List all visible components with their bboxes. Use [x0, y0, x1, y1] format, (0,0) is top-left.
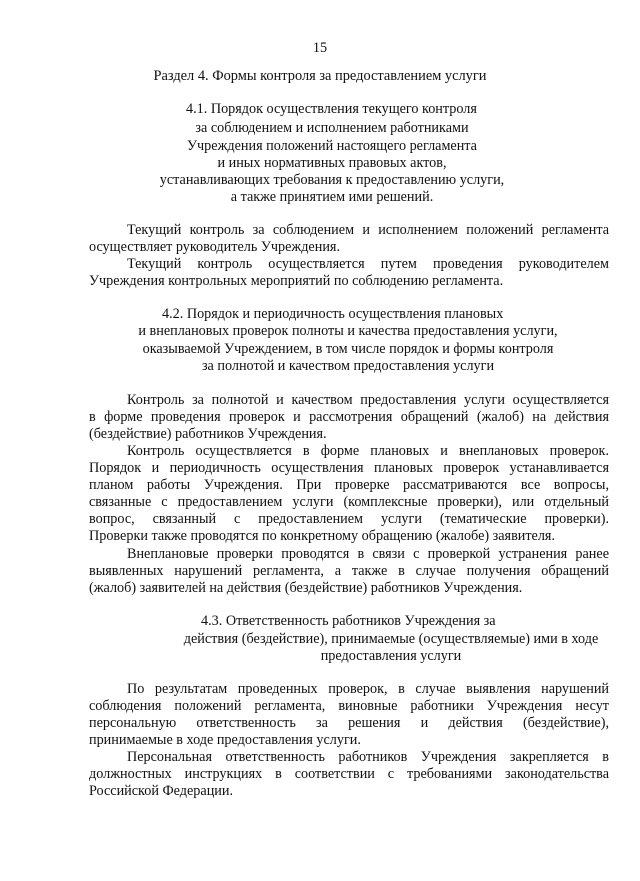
subsection-4-3-body-line: соблюдения положений регламента, виновные работники Учреждения несут	[89, 698, 609, 714]
subsection-4-1-heading-line: устанавливающих требования к предоставлению услуги,	[159, 172, 505, 188]
subsection-4-2-body-line: Внеплановые проверки проводятся в связи с проверкой устранения ранее	[127, 546, 609, 562]
subsection-4-3-body-line: персональную ответственность за решения и действия (бездействие),	[89, 715, 609, 731]
subsection-4-2-heading-line: за полнотой и качеством предоставления услуги	[201, 358, 495, 374]
subsection-4-2-body-line: Проверки также проводятся по конкретному обращению (жалобе) заявителя.	[89, 528, 556, 544]
subsection-4-2-body-line: вопрос, связанный с предоставлением услуги (тематические проверки).	[89, 511, 609, 527]
subsection-4-2-heading-line: оказываемой Учреждением, в том числе порядок и формы контроля	[142, 341, 554, 357]
subsection-4-2-body-line: Контроль осуществляется в форме плановых и внеплановых проверок.	[127, 443, 609, 459]
subsection-4-3-body-line: По результатам проведенных проверок, в случае выявления нарушений	[127, 681, 609, 697]
section-title: Раздел 4. Формы контроля за предоставлением услуги	[153, 68, 487, 84]
subsection-4-2-body-line: выявленных нарушений регламента, а также в случае получения обращений	[89, 563, 609, 579]
subsection-4-3-body-line: Российской Федерации.	[89, 783, 234, 799]
subsection-4-3-heading-line: предоставления услуги	[320, 648, 462, 664]
subsection-4-2-body-line: в форме проведения проверок и рассмотрения обращений (жалоб) на действия	[89, 409, 609, 425]
subsection-4-1-body-line: Текущий контроль осуществляется путем проведения руководителем	[127, 256, 609, 272]
subsection-4-2-body-line: планом работы Учреждения. При проверке рассматриваются все вопросы,	[89, 477, 609, 493]
subsection-4-2-body-line: (бездействие) работников Учреждения.	[89, 426, 327, 442]
subsection-4-2-heading-line: и внеплановых проверок полноты и качества предоставления услуги,	[138, 323, 558, 339]
subsection-4-1-heading-line: и иных нормативных правовых актов,	[217, 155, 447, 171]
subsection-4-1-heading-line: 4.1. Порядок осуществления текущего контроля	[186, 101, 477, 117]
subsection-4-1-body-line: Текущий контроль за соблюдением и исполнением положений регламента	[127, 222, 609, 238]
subsection-4-3-body-line: принимаемые в ходе предоставления услуги.	[89, 732, 361, 748]
subsection-4-1-heading-line: за соблюдением и исполнением работниками	[195, 120, 469, 136]
subsection-4-3-body-line: должностных инструкциях в соответствии с требованиями законодательства	[89, 766, 609, 782]
subsection-4-1-heading-line: Учреждения положений настоящего регламента	[187, 138, 477, 154]
subsection-4-2-body-line: связанные с предоставлением услуги (комплексные проверки), или отдельный	[89, 494, 609, 510]
subsection-4-2-body-line: Контроль за полнотой и качеством предоставления услуги осуществляется	[127, 392, 609, 408]
subsection-4-3-heading-line: действия (бездействие), принимаемые (осуществляемые) ими в ходе	[183, 631, 599, 647]
subsection-4-2-body-line: Порядок и периодичность осуществления плановых проверок устанавливается	[89, 460, 609, 476]
subsection-4-3-body-line: Персональная ответственность работников Учреждения закрепляется в	[127, 749, 609, 765]
subsection-4-2-heading-line: 4.2. Порядок и периодичность осуществления плановых	[162, 306, 504, 322]
subsection-4-1-body-line: Учреждения контрольных мероприятий по соблюдению регламента.	[89, 273, 504, 289]
subsection-4-1-heading-line: а также принятием ими решений.	[230, 189, 434, 205]
subsection-4-3-heading-line: 4.3. Ответственность работников Учреждения за	[201, 613, 496, 629]
subsection-4-1-body-line: осуществляет руководитель Учреждения.	[89, 239, 340, 255]
page-number: 15	[312, 40, 328, 56]
subsection-4-2-body-line: (жалоб) заявителей на действия (бездействие) работников Учреждения.	[89, 580, 523, 596]
